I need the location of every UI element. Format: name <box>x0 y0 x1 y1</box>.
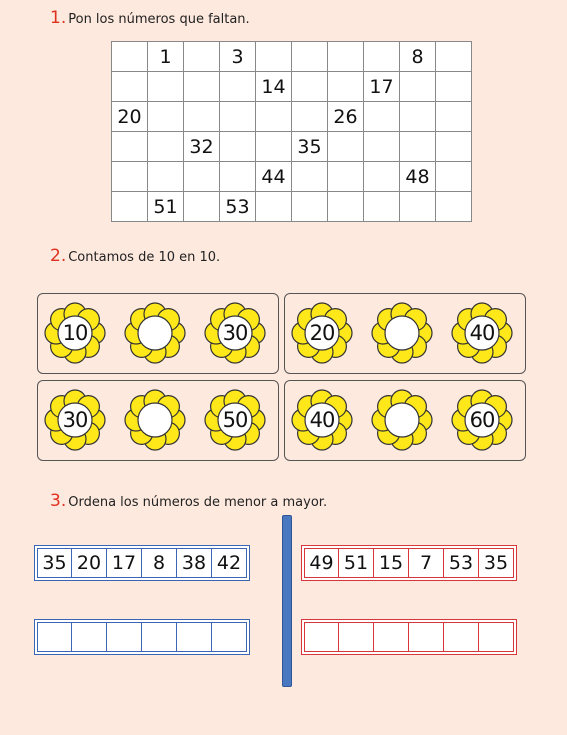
answer-box[interactable] <box>212 622 247 652</box>
grid-cell-number: 44 <box>256 162 292 192</box>
number-box: 17 <box>107 548 142 578</box>
flower-number <box>451 389 513 451</box>
number-box: 51 <box>339 548 374 578</box>
grid-cell-blank[interactable] <box>112 42 148 72</box>
grid-row <box>112 72 472 102</box>
grid-cell-blank[interactable] <box>256 102 292 132</box>
grid-cell-blank[interactable] <box>436 162 472 192</box>
grid-row <box>112 162 472 192</box>
flower-label: 30 <box>62 408 88 432</box>
answer-box[interactable] <box>409 622 444 652</box>
grid-cell-blank[interactable] <box>364 162 400 192</box>
number-box: 38 <box>177 548 212 578</box>
grid-cell-number: 26 <box>328 102 364 132</box>
number-box: 42 <box>212 548 247 578</box>
flower-label: 10 <box>62 321 88 345</box>
flower-label: 20 <box>309 321 335 345</box>
grid-cell-number: 20 <box>112 102 148 132</box>
answer-box[interactable] <box>339 622 374 652</box>
grid-cell-blank[interactable] <box>364 192 400 222</box>
flower-blank[interactable] <box>124 389 186 451</box>
grid-cell-number: 32 <box>184 132 220 162</box>
grid-cell-blank[interactable] <box>364 42 400 72</box>
section-2-heading <box>50 246 220 266</box>
grid-cell-blank[interactable] <box>256 192 292 222</box>
grid-cell-blank[interactable] <box>256 132 292 162</box>
flower-number <box>44 389 106 451</box>
divider-bar <box>282 515 292 687</box>
number-box: 7 <box>409 548 444 578</box>
grid-cell-blank[interactable] <box>292 192 328 222</box>
flower-group <box>284 380 526 461</box>
number-box: 20 <box>72 548 107 578</box>
grid-cell-blank[interactable] <box>112 72 148 102</box>
flower-label <box>371 389 433 451</box>
grid-cell-blank[interactable] <box>292 102 328 132</box>
flower-number <box>204 302 266 364</box>
grid-cell-blank[interactable] <box>400 132 436 162</box>
flower-label: 40 <box>469 321 495 345</box>
answer-box[interactable] <box>107 622 142 652</box>
grid-row <box>112 102 472 132</box>
grid-cell-number: 51 <box>148 192 184 222</box>
grid-cell-blank[interactable] <box>184 102 220 132</box>
grid-cell-blank[interactable] <box>256 42 292 72</box>
grid-cell-blank[interactable] <box>436 132 472 162</box>
flower-label <box>124 389 186 451</box>
section-3-heading <box>50 491 327 511</box>
number-grid <box>111 41 472 222</box>
section-1-heading <box>50 8 250 28</box>
flower-group <box>37 380 279 461</box>
grid-row <box>112 192 472 222</box>
grid-cell-blank[interactable] <box>220 102 256 132</box>
grid-cell-number: 3 <box>220 42 256 72</box>
number-box: 35 <box>37 548 72 578</box>
grid-cell-blank[interactable] <box>364 102 400 132</box>
flower-blank[interactable] <box>371 302 433 364</box>
grid-cell-blank[interactable] <box>328 162 364 192</box>
answer-box[interactable] <box>72 622 107 652</box>
section-instruction: Contamos de 10 en 10. <box>68 250 221 265</box>
flower-label <box>371 302 433 364</box>
grid-cell-blank[interactable] <box>400 102 436 132</box>
flower-label: 50 <box>222 408 248 432</box>
grid-cell-number: 8 <box>400 42 436 72</box>
flower-label: 30 <box>222 321 248 345</box>
grid-cell-blank[interactable] <box>112 162 148 192</box>
flower-number <box>291 302 353 364</box>
left-given-numbers <box>34 545 250 581</box>
grid-cell-blank[interactable] <box>220 162 256 192</box>
section-number: 3. <box>50 491 67 511</box>
answer-box[interactable] <box>479 622 514 652</box>
grid-cell-blank[interactable] <box>184 42 220 72</box>
grid-cell-blank[interactable] <box>148 132 184 162</box>
number-box: 8 <box>142 548 177 578</box>
flower-group <box>284 293 526 374</box>
grid-cell-number: 14 <box>256 72 292 102</box>
grid-cell-blank[interactable] <box>148 162 184 192</box>
grid-cell-blank[interactable] <box>436 192 472 222</box>
grid-cell-blank[interactable] <box>112 192 148 222</box>
grid-cell-number: 1 <box>148 42 184 72</box>
grid-cell-number: 17 <box>364 72 400 102</box>
grid-cell-blank[interactable] <box>292 72 328 102</box>
grid-cell-blank[interactable] <box>436 102 472 132</box>
grid-cell-blank[interactable] <box>220 72 256 102</box>
flower-number <box>204 389 266 451</box>
flower-number <box>291 389 353 451</box>
grid-cell-blank[interactable] <box>292 42 328 72</box>
number-box: 35 <box>479 548 514 578</box>
flower-label: 60 <box>469 408 495 432</box>
grid-cell-number: 53 <box>220 192 256 222</box>
flower-blank[interactable] <box>371 389 433 451</box>
grid-cell-blank[interactable] <box>400 192 436 222</box>
grid-cell-number: 48 <box>400 162 436 192</box>
grid-cell-number: 35 <box>292 132 328 162</box>
grid-cell-blank[interactable] <box>220 132 256 162</box>
grid-cell-blank[interactable] <box>292 162 328 192</box>
grid-cell-blank[interactable] <box>148 72 184 102</box>
number-box: 15 <box>374 548 409 578</box>
answer-box[interactable] <box>142 622 177 652</box>
answer-box[interactable] <box>304 622 339 652</box>
grid-cell-blank[interactable] <box>328 192 364 222</box>
section-number: 1. <box>50 8 67 28</box>
flower-blank[interactable] <box>124 302 186 364</box>
flower-number <box>44 302 106 364</box>
flower-group <box>37 293 279 374</box>
flower-number <box>451 302 513 364</box>
grid-cell-blank[interactable] <box>112 132 148 162</box>
grid-cell-blank[interactable] <box>184 72 220 102</box>
grid-cell-blank[interactable] <box>184 192 220 222</box>
section-instruction: Ordena los números de menor a mayor. <box>68 495 328 510</box>
right-given-numbers <box>301 545 517 581</box>
grid-cell-blank[interactable] <box>436 72 472 102</box>
grid-cell-blank[interactable] <box>436 42 472 72</box>
answer-box[interactable] <box>444 622 479 652</box>
grid-row <box>112 132 472 162</box>
section-number: 2. <box>50 246 67 266</box>
right-answer-boxes <box>301 619 517 655</box>
grid-cell-blank[interactable] <box>184 162 220 192</box>
flower-label <box>124 302 186 364</box>
grid-cell-blank[interactable] <box>148 102 184 132</box>
answer-box[interactable] <box>177 622 212 652</box>
answer-box[interactable] <box>374 622 409 652</box>
grid-cell-blank[interactable] <box>400 72 436 102</box>
grid-cell-blank[interactable] <box>364 132 400 162</box>
grid-cell-blank[interactable] <box>328 72 364 102</box>
number-box: 49 <box>304 548 339 578</box>
grid-row <box>112 42 472 72</box>
number-box: 53 <box>444 548 479 578</box>
left-answer-boxes <box>34 619 250 655</box>
flower-label: 40 <box>309 408 335 432</box>
section-instruction: Pon los números que faltan. <box>68 12 250 27</box>
grid-cell-blank[interactable] <box>328 132 364 162</box>
grid-cell-blank[interactable] <box>328 42 364 72</box>
answer-box[interactable] <box>37 622 72 652</box>
